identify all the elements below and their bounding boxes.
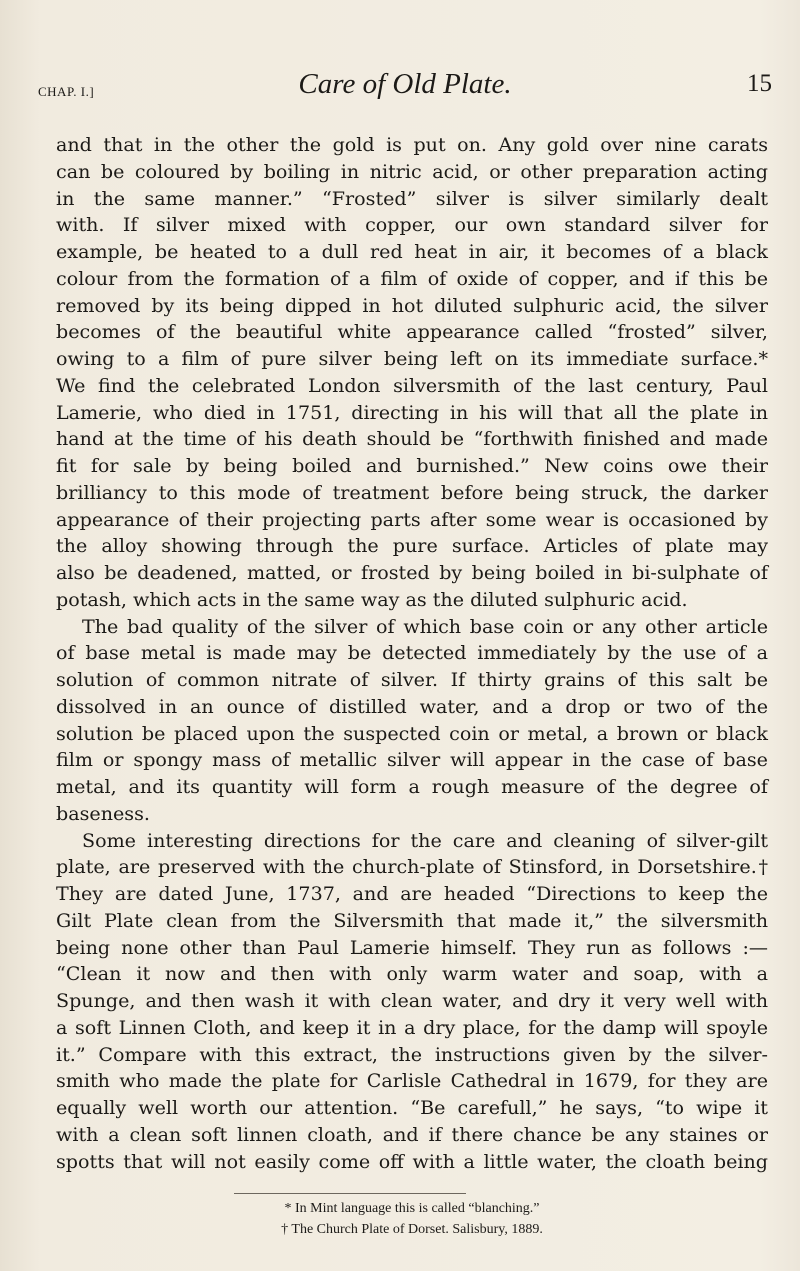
text-line: Gilt Plate clean from the Silversmith that made it,” the silversmith	[56, 908, 768, 932]
text-line: example, be heated to a dull red heat in air, it becomes of a black	[56, 240, 768, 263]
text-line: potash, which acts in the same way as the diluted sulphuric acid.	[56, 587, 688, 611]
text-line: being none other than Paul Lamerie himself. They run as follows :—	[56, 935, 768, 959]
text-line: it.” Compare with this extract, the instructions given by the silver-	[56, 1042, 768, 1066]
footnote: † The Church Plate of Dorset. Salisbury, 1889.	[281, 1222, 543, 1237]
text-line: plate, are preserved with the church-plate of Stinsford, in Dorsetshire.†	[56, 855, 768, 879]
text-line: colour from the formation of a film of oxide of copper, and if this be	[56, 266, 768, 290]
page-header	[38, 68, 772, 108]
text-line: of base metal is made may be detected immediately by the use of a	[56, 641, 768, 665]
text-line: Spunge, and then wash it with clean water, and dry it very well with	[56, 989, 768, 1012]
text-line: solution of common nitrate of silver. If thirty grains of this salt be	[56, 668, 768, 691]
footnotes	[56, 1198, 768, 1240]
text-line: The bad quality of the silver of which base coin or any other article	[82, 614, 768, 638]
text-line: becomes of the beautiful white appearance called “frosted” silver,	[56, 320, 768, 344]
text-line: a soft Linnen Cloth, and keep it in a dry place, for the damp will spoyle	[56, 1015, 768, 1039]
page-number: 15	[747, 70, 772, 97]
chapter-label: CHAP. I.]	[38, 84, 95, 99]
text-line: solution be placed upon the suspected coin or metal, a brown or black	[56, 721, 768, 745]
body-text	[56, 132, 768, 1175]
text-line: brilliancy to this mode of treatment before being struck, the darker	[56, 480, 768, 504]
text-line: Some interesting directions for the care and cleaning of silver-gilt	[82, 828, 768, 852]
text-line: hand at the time of his death should be “forthwith finished and made	[56, 427, 768, 451]
text-line: Lamerie, who died in 1751, directing in his will that all the plate in	[56, 400, 768, 424]
text-line: also be deadened, matted, or frosted by being boiled in bi-sulphate of	[56, 561, 768, 584]
text-line: and that in the other the gold is put on. Any gold over nine carats	[56, 133, 768, 156]
text-line: in the same manner.” “Frosted” silver is silver similarly dealt	[56, 186, 768, 210]
text-line: smith who made the plate for Carlisle Cathedral in 1679, for they are	[56, 1069, 768, 1093]
text-line: film or spongy mass of metallic silver will appear in the case of base	[56, 748, 768, 772]
text-line: owing to a film of pure silver being left on its immediate surface.*	[56, 347, 768, 370]
text-line: with. If silver mixed with copper, our own standard silver for	[56, 213, 768, 237]
footnote-divider	[234, 1193, 466, 1194]
text-line: with a clean soft linnen cloath, and if there chance be any staines or	[56, 1122, 768, 1146]
text-line: baseness.	[56, 801, 150, 825]
text-line: fit for sale by being boiled and burnished.” New coins owe their	[56, 454, 768, 477]
text-line: removed by its being dipped in hot diluted sulphuric acid, the silver	[56, 293, 768, 317]
text-line: We find the celebrated London silversmith of the last century, Paul	[56, 373, 768, 397]
text-line: can be coloured by boiling in nitric acid, or other preparation acting	[56, 159, 768, 183]
footnote: * In Mint language this is called “blanching.”	[284, 1201, 540, 1216]
text-line: the alloy showing through the pure surface. Articles of plate may	[56, 534, 768, 558]
text-line: They are dated June, 1737, and are headed “Directions to keep the	[56, 882, 768, 905]
text-line: metal, and its quantity will form a rough measure of the degree of	[56, 775, 768, 798]
text-line: spotts that will not easily come off with a little water, the cloath being	[56, 1149, 768, 1173]
text-line: appearance of their projecting parts after some wear is occasioned by	[56, 507, 768, 531]
running-title: Care of Old Plate.	[298, 68, 512, 100]
text-line: equally well worth our attention. “Be carefull,” he says, “to wipe it	[56, 1096, 768, 1119]
text-line: dissolved in an ounce of distilled water, and a drop or two of the	[56, 694, 768, 718]
text-line: “Clean it now and then with only warm water and soap, with a	[56, 962, 768, 986]
